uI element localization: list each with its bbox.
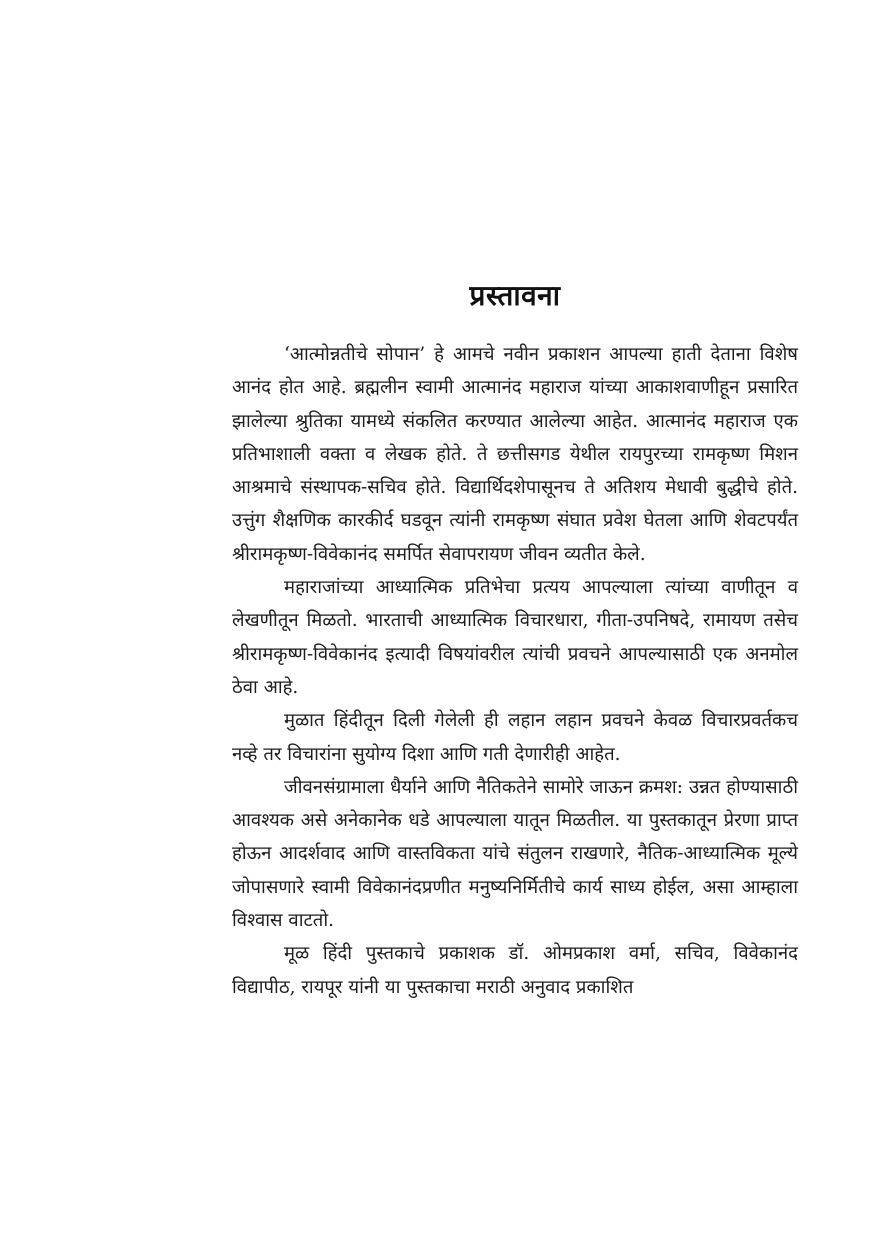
paragraph-5: मूळ हिंदी पुस्तकाचे प्रकाशक डॉ. ओमप्रकाश वर्मा, सचिव, विवेकानंद विद्यापीठ, रायपूर यांनी या पुस्तकाचा मराठी अनुवाद प्रकाशित [232, 943, 798, 998]
page-title: प्रस्तावना [469, 279, 561, 312]
preface-body [232, 338, 798, 1004]
paragraph-1: ‘आत्मोन्नतीचे सोपान’ हे आमचे नवीन प्रकाशन आपल्या हाती देताना विशेष आनंद होत आहे. ब्रह्मलीन स्वामी आत्मानंद महाराज यांच्या आकाशवाणीहून प्रसारित झालेल्या श्रुतिका यामध्ये संकलित करण्यात आलेल्या आहेत. आत्मानंद महाराज एक प्रतिभाशाली वक्ता व लेखक होते. ते छत्तीसगड येथील रायपुरच्या रामकृष्ण मिशन आश्रमाचे संस्थापक-सचिव होते. विद्यार्थिदशेपासूनच ते अतिशय मेधावी बुद्धीचे होते. उत्तुंग शैक्षणिक कारकीर्द घडवून त्यांनी रामकृष्ण संघात प्रवेश घेतला आणि शेवटपर्यंत श्रीरामकृष्ण-विवेकानंद समर्पित सेवापरायण जीवन व्यतीत केले. [232, 344, 798, 565]
paragraph-2: महाराजांच्या आध्यात्मिक प्रतिभेचा प्रत्यय आपल्याला त्यांच्या वाणीतून व लेखणीतून मिळतो. भारताची आध्यात्मिक विचारधारा, गीता-उपनिषदे, रामायण तसेच श्रीरामकृष्ण-विवेकानंद इत्यादी विषयांवरील त्यांची प्रवचने आपल्यासाठी एक अनमोल ठेवा आहे. [232, 577, 798, 698]
paragraph-4: जीवनसंग्रामाला धैर्याने आणि नैतिकतेने सामोरे जाऊन क्रमश: उन्नत होण्यासाठी आवश्यक असे अनेकानेक धडे आपल्याला यातून मिळतील. या पुस्तकातून प्रेरणा प्राप्त होऊन आदर्शवाद आणि वास्तविकता यांचे संतुलन राखणारे, नैतिक-आध्यात्मिक मूल्ये जोपासणारे स्वामी विवेकानंदप्रणीत मनुष्यनिर्मितीचे कार्य साध्य होईल, असा आम्हाला विश्वास वाटतो. [232, 776, 798, 932]
paragraph-3: मुळात हिंदीतून दिली गेलेली ही लहान लहान प्रवचने केवळ विचारप्रवर्तकच नव्हे तर विचारांना सुयोग्य दिशा आणि गती देणारीही आहेत. [232, 710, 798, 765]
